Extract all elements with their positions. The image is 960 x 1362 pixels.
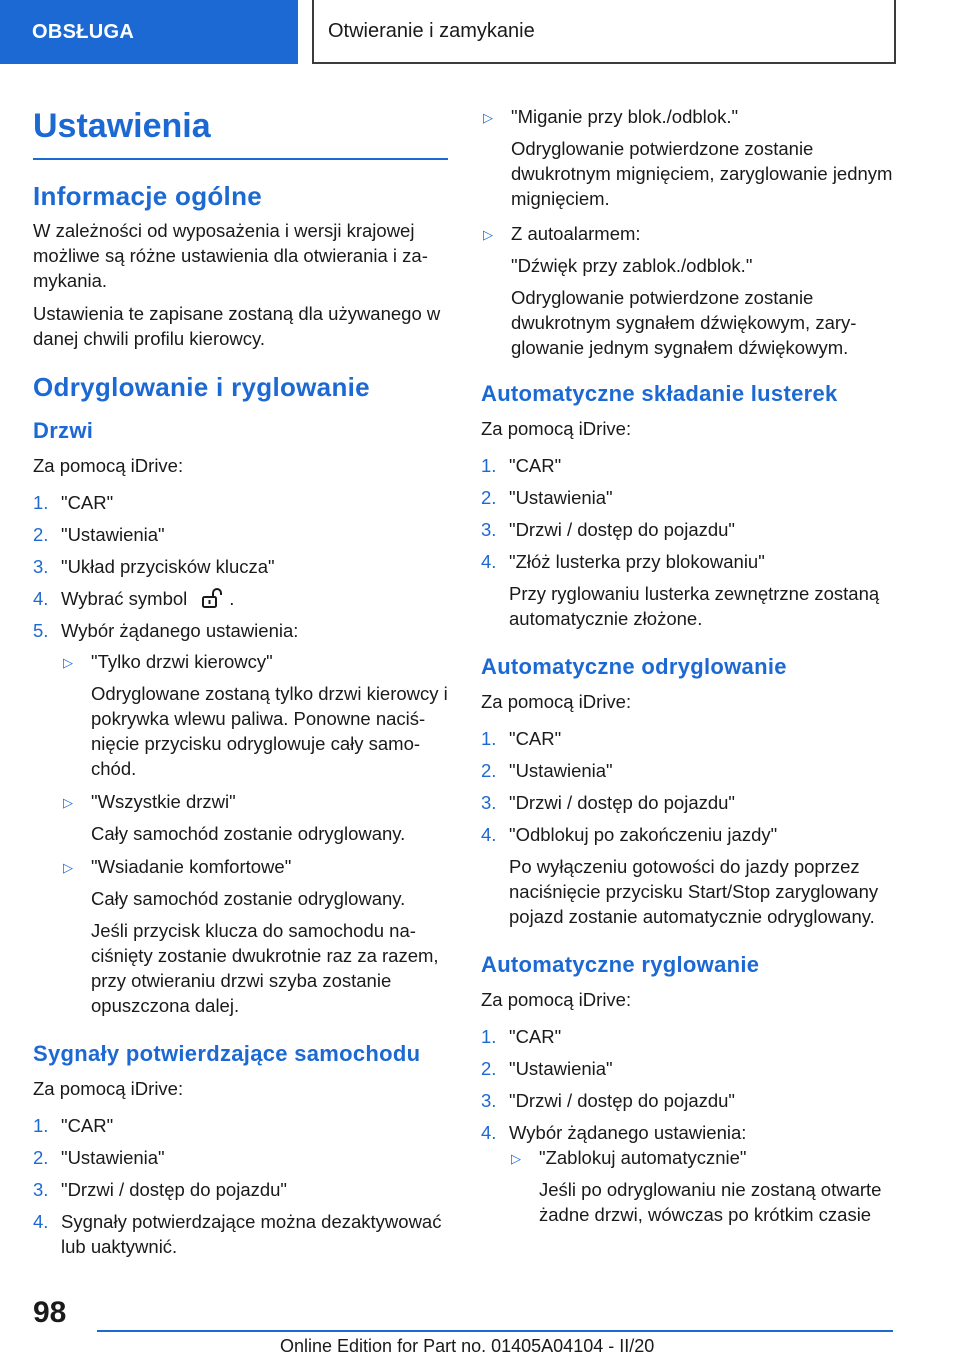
option-title: "Tylko drzwi kierowcy" [91, 651, 273, 672]
doors-steps [33, 490, 448, 1018]
signals-intro: Za pomocą iDrive: [33, 1078, 184, 1099]
option-desc: "Dźwięk przy zablok./odblok." [511, 255, 753, 276]
mirrors-heading: Automatyczne składanie lusterek [481, 381, 838, 406]
step-number: 3. [33, 1179, 49, 1200]
mirrors-steps [481, 453, 899, 631]
doors-options [61, 649, 448, 1018]
edition-info: Online Edition for Part no. 01405A04104 - II/20 [280, 1336, 655, 1356]
autounlock-heading: Automatyczne odryglowanie [481, 654, 787, 679]
signal-options [481, 104, 899, 360]
step-number: 3. [481, 1090, 497, 1111]
step-text: "Drzwi / dostęp do pojazdu" [61, 1179, 288, 1200]
option-item [481, 221, 899, 360]
step-number: 3. [33, 556, 49, 577]
step-number: 1. [481, 455, 497, 476]
step-number: 2. [481, 760, 497, 781]
step-text: "Ustawienia" [509, 1058, 613, 1079]
step-text: "CAR" [61, 492, 114, 513]
triangle-bullet-icon: ▷ [63, 860, 73, 875]
step-number: 4. [33, 588, 49, 609]
step-number: 4. [33, 1211, 49, 1232]
step-number: 2. [33, 1147, 49, 1168]
doors-intro: Za pomocą iDrive: [33, 455, 184, 476]
list-item [481, 453, 899, 478]
unlock-icon [201, 588, 223, 608]
step-number: 1. [481, 728, 497, 749]
section-tab [0, 0, 298, 64]
option-item [509, 1145, 899, 1227]
triangle-bullet-icon: ▷ [483, 227, 493, 242]
triangle-bullet-icon: ▷ [63, 655, 73, 670]
right-column [481, 100, 899, 1235]
step-text: "CAR" [509, 1026, 562, 1047]
step-text: "Ustawienia" [61, 1147, 165, 1168]
step-text: "Układ przycisków klucza" [61, 556, 275, 577]
option-title: "Miganie przy blok./odblok." [511, 106, 739, 127]
step-text: "Odblokuj po zakończeniu jazdy" [509, 824, 778, 845]
option-item [61, 854, 448, 1018]
autolock-steps [481, 1024, 899, 1227]
list-item [481, 1088, 899, 1113]
step-text: Wybrać symbol [61, 588, 188, 609]
doors-heading: Drzwi [33, 418, 94, 443]
list-item [481, 1056, 899, 1081]
list-item [481, 790, 899, 815]
step-number: 5. [33, 620, 49, 641]
step-number: 2. [481, 1058, 497, 1079]
step-number: 1. [33, 1115, 49, 1136]
triangle-bullet-icon: ▷ [511, 1151, 521, 1166]
list-item [33, 618, 448, 1018]
list-item [33, 1145, 448, 1170]
step-text: "CAR" [509, 455, 562, 476]
step-text: "Drzwi / dostęp do pojazdu" [509, 1090, 736, 1111]
option-desc-2: Jeśli przycisk klucza do samochodu naciśnięty zostanie dwukrotnie raz za razem, przy otwieraniu drzwi szyba zostanie opuszczona dalej. [91, 920, 439, 1016]
option-title: Z autoalarmem: [511, 223, 641, 244]
step-text: "Drzwi / dostęp do pojazdu" [509, 792, 736, 813]
option-desc-2: Odryglowanie potwierdzone zostanie dwukrotnym sygnałem dźwiękowym, zaryglowanie jednym sygnałem dźwiękowym. [511, 287, 857, 358]
step-text-suffix: . [229, 588, 235, 609]
triangle-bullet-icon: ▷ [483, 110, 493, 125]
option-item [61, 789, 448, 846]
option-desc: Jeśli po odryglowaniu nie zostaną otwarte żadne drzwi, wówczas po krótkim czasie [539, 1179, 882, 1225]
step-text: Sygnały potwierdzające można dezaktywować lub uaktywnić. [61, 1211, 442, 1257]
step-number: 3. [481, 792, 497, 813]
option-title: "Wsiadanie komfortowe" [91, 856, 292, 877]
step-text: "Drzwi / dostęp do pojazdu" [509, 519, 736, 540]
step-text: "Ustawienia" [509, 487, 613, 508]
option-item [481, 104, 899, 211]
list-item [481, 517, 899, 542]
page-number: 98 [33, 1296, 67, 1329]
left-column [33, 100, 448, 1266]
step-desc: Po wyłączeniu gotowości do jazdy poprzez naciśnięcie przycisku Start/Stop zaryglowany pojazd zostanie automatycznie odryglowany. [509, 856, 879, 927]
step-text: Wybór żądanego ustawienia: [509, 1122, 747, 1143]
list-item [481, 822, 899, 929]
list-item [33, 1113, 448, 1138]
step-text: "Złóż lusterka przy blokowaniu" [509, 551, 765, 572]
list-item [33, 586, 448, 611]
list-item [481, 1120, 899, 1227]
step-text: "CAR" [509, 728, 562, 749]
option-desc: Odryglowane zostaną tylko drzwi kierowcy i pokrywka wlewu paliwa. Ponowne naciśnięcie przycisku odryglowuje cały samochód. [91, 683, 448, 779]
list-item [33, 1177, 448, 1202]
autounlock-intro: Za pomocą iDrive: [481, 691, 632, 712]
general-heading: Informacje ogólne [33, 181, 263, 211]
list-item [33, 490, 448, 515]
step-text: Wybór żądanego ustawienia: [61, 620, 299, 641]
step-number: 4. [481, 551, 497, 572]
list-item [481, 758, 899, 783]
list-item [33, 522, 448, 547]
mirrors-intro: Za pomocą iDrive: [481, 418, 632, 439]
step-text: "CAR" [61, 1115, 114, 1136]
title-divider [33, 158, 448, 160]
option-title: "Zablokuj automatycznie" [539, 1147, 747, 1168]
list-item [481, 549, 899, 631]
list-item [481, 726, 899, 751]
signals-heading: Sygnały potwierdzające samochodu [33, 1041, 421, 1066]
page-title: Ustawienia [33, 107, 211, 145]
list-item [481, 1024, 899, 1049]
option-desc: Cały samochód zostanie odryglowany. [91, 888, 406, 909]
step-number: 1. [481, 1026, 497, 1047]
unlock-heading: Odryglowanie i ryglowanie [33, 372, 370, 402]
step-desc: Przy ryglowaniu lusterka zewnętrzne zostaną automatycznie złożone. [509, 583, 880, 629]
chapter-tab [312, 0, 896, 64]
general-paragraph-2: Ustawienia te zapisane zostaną dla używanego w danej chwili profilu kierowcy. [33, 303, 441, 349]
step-number: 3. [481, 519, 497, 540]
autolock-intro: Za pomocą iDrive: [481, 989, 632, 1010]
autolock-heading: Automatyczne ryglowanie [481, 952, 760, 977]
option-desc: Odryglowanie potwierdzone zostanie dwukrotnym mignięciem, zaryglowanie jednym mignięciem. [511, 138, 893, 209]
step-number: 4. [481, 1122, 497, 1143]
footer-divider [97, 1330, 893, 1332]
step-number: 2. [481, 487, 497, 508]
general-paragraph-1: W zależności od wyposażenia i wersji krajowej możliwe są różne ustawienia dla otwierania i zamykania. [33, 220, 428, 291]
option-desc: Cały samochód zostanie odryglowany. [91, 823, 406, 844]
list-item [481, 485, 899, 510]
list-item [33, 554, 448, 579]
section-label: OBSŁUGA [32, 20, 135, 43]
autolock-options [509, 1145, 899, 1227]
step-text: "Ustawienia" [509, 760, 613, 781]
option-title: "Wszystkie drzwi" [91, 791, 236, 812]
triangle-bullet-icon: ▷ [63, 795, 73, 810]
signals-steps [33, 1113, 448, 1259]
step-number: 2. [33, 524, 49, 545]
chapter-label: Otwieranie i zamykanie [328, 19, 535, 42]
step-number: 1. [33, 492, 49, 513]
option-item [61, 649, 448, 781]
list-item [33, 1209, 448, 1259]
step-number: 4. [481, 824, 497, 845]
autounlock-steps [481, 726, 899, 929]
step-text: "Ustawienia" [61, 524, 165, 545]
